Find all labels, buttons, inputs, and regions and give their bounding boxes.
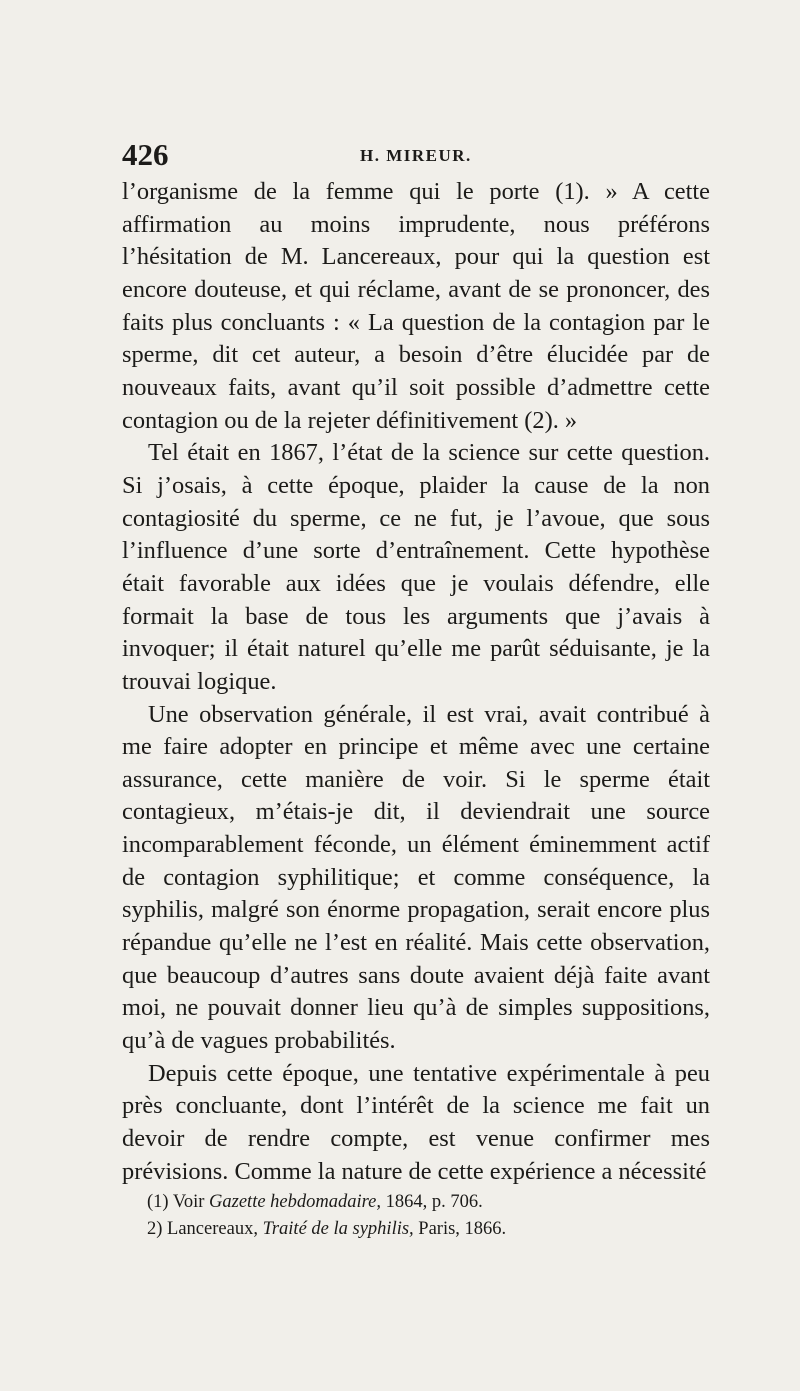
paragraph: Depuis cette époque, une tentative expérimentale à peu près concluante, dont l’intérêt de la science me fait un devoir de rendre compte, est venue confirmer mes prévisions. Comme la nature de cette expérience a nécessité [122, 1059, 710, 1185]
footnote-prefix: Voir [172, 1192, 205, 1212]
footnote-title: Traité de la syphilis, [262, 1219, 414, 1239]
footnote [147, 1189, 707, 1216]
paragraph: l’organisme de la femme qui le porte (1). » A cette affirmation au moins imprudente, nous préférons l’hésitation de M. Lancereaux, pour qui la question est encore douteuse, et qui réclame, avant de se prononcer, des faits plus concluants : « La question de la contagion par le sperme, dit cet auteur, a besoin d’être élucidée par de nouveaux faits, avant qu’il soit possible d’admettre cette contagion ou de la rejeter définitivement (2). » [122, 178, 710, 434]
page-header [122, 137, 710, 177]
footnote-marker: (1) [147, 1192, 169, 1212]
paragraph: Tel était en 1867, l’état de la science sur cette question. Si j’osais, à cette époque, plaider la cause de la non contagiosité du sperme, ce ne fut, je l’avoue, que sous l’influence d’une sorte d’entraînement. Cette hypothèse était favorable aux idées que je voulais défendre, elle formait la base de tous les arguments que j’avais à invoquer; il était naturel qu’elle me parût séduisante, je la trouvai logique. [122, 439, 710, 695]
paragraph: Une observation générale, il est vrai, avait contribué à me faire adopter en principe et même avec une certaine assurance, cette manière de voir. Si le sperme était contagieux, m’étais-je dit, il deviendrait une source incomparablement féconde, un élément éminemment actif de contagion syphilitique; et comme conséquence, la syphilis, malgré son énorme propagation, serait encore plus répandue qu’elle ne l’est en réalité. Mais cette observation, que beaucoup d’autres sans doute avaient déjà faite avant moi, ne pouvait donner lieu qu’à de simples suppositions, qu’à de vagues probabilités. [122, 700, 710, 1055]
footnote-title: Gazette hebdomadaire, [209, 1192, 381, 1212]
footnote-details: 1864, p. 706. [385, 1192, 483, 1212]
body-text [122, 176, 710, 1188]
page-number: 426 [122, 137, 169, 172]
running-head: H. MIREUR. [360, 146, 472, 165]
footnotes [147, 1189, 707, 1243]
footnote-details: Paris, 1866. [418, 1219, 507, 1239]
footnote-prefix: Lancereaux, [167, 1219, 258, 1239]
footnote-marker: 2) [147, 1219, 163, 1239]
footnote [147, 1216, 707, 1243]
